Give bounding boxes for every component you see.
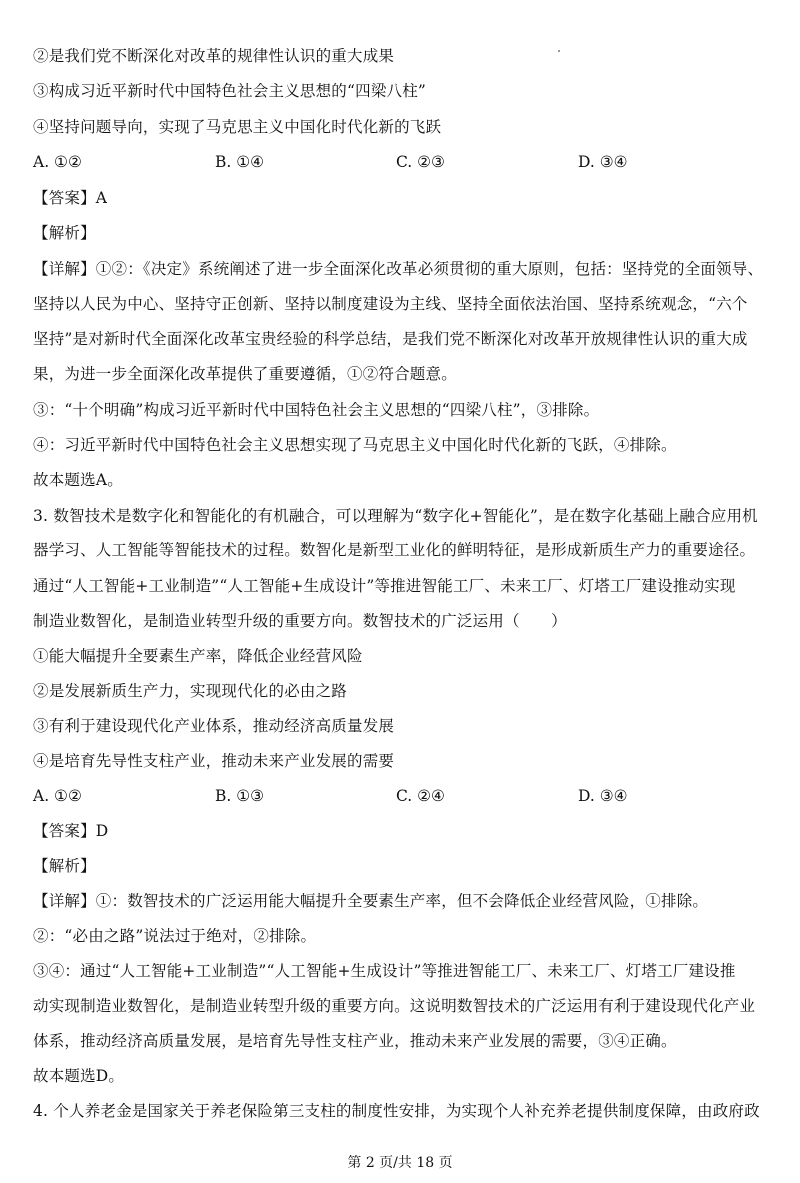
q3-option-b: B. ①③ [215,787,265,805]
q3-stem-line: 器学习、人工智能等智能技术的过程。数智化是新型工业化的鲜明特征，是形成新质生产力的重要途径。 [33,541,756,559]
q2-item-2: ②是我们党不断深化对改革的规律性认识的重大成果 [33,47,395,65]
q2-item-4: ④坚持问题导向，实现了马克思主义中国化时代化新的飞跃 [33,118,442,136]
q3-detail-line: ②：“必由之路”说法过于绝对，②排除。 [33,927,317,945]
q2-option-c: C. ②③ [396,153,445,171]
page-number-footer: 第 2 页/共 18 页 [347,1155,453,1171]
q2-option-d: D. ③④ [578,153,628,171]
q2-options [33,152,773,172]
q3-analysis-label: 【解析】 [33,857,96,875]
q3-options [33,786,773,806]
q2-option-a: A. ①② [33,153,82,171]
q3-detail-line: ③④：通过“人工智能+工业制造”“人工智能+生成设计”等推进智能工厂、未来工厂、灯塔工厂建设推 [33,962,736,980]
q4-stem-line: 4. 个人养老金是国家关于养老保险第三支柱的制度性安排，为实现个人补充养老提供制度保障，由政府政 [33,1102,760,1120]
q2-analysis-label: 【解析】 [33,224,96,242]
q2-answer: 【答案】A [33,189,108,207]
q3-item-4: ④是培育先导性支柱产业，推动未来产业发展的需要 [33,752,395,770]
q3-item-1: ①能大幅提升全要素生产率，降低企业经营风险 [33,647,363,665]
q3-stem-line: 3. 数智技术是数字化和智能化的有机融合，可以理解为“数字化+智能化”，是在数字化基础上融合应用机 [33,507,758,525]
q2-conclusion: 故本题选A。 [33,471,123,489]
q3-stem-line: 制造业数智化，是制造业转型升级的重要方向。数智技术的广泛运用（ ） [33,612,567,630]
q3-detail-line: 动实现制造业数智化，是制造业转型升级的重要方向。这说明数智技术的广泛运用有利于建设现代化产业 [33,997,756,1015]
q3-item-3: ③有利于建设现代化产业体系，推动经济高质量发展 [33,717,395,735]
q3-option-c: C. ②④ [396,787,445,805]
q2-detail-line: 【详解】①②：《决定》系统阐述了进一步全面深化改革必须贯彻的重大原则，包括：坚持党的全面领导、 [33,260,764,278]
q2-detail-line: ④：习近平新时代中国特色社会主义思想实现了马克思主义中国化时代化新的飞跃，④排除。 [33,436,677,454]
q2-item-3: ③构成习近平新时代中国特色社会主义思想的“四梁八柱” [33,82,427,100]
q3-conclusion: 故本题选D。 [33,1067,125,1085]
q3-option-a: A. ①② [33,787,82,805]
q3-answer: 【答案】D [33,822,109,840]
q2-detail-line: 坚持”是对新时代全面深化改革宝贵经验的科学总结，是我们党不断深化对改革开放规律性认识的重大成 [33,330,748,348]
q2-detail-line: 果，为进一步全面深化改革提供了重要遵循，①②符合题意。 [33,365,457,383]
q2-option-b: B. ①④ [215,153,265,171]
q3-detail-line: 体系，推动经济高质量发展，是培育先导性支柱产业，推动未来产业发展的需要，③④正确。 [33,1032,677,1050]
q3-detail-line: 【详解】①：数智技术的广泛运用能大幅提升全要素生产率，但不会降低企业经营风险，①排除。 [33,892,709,910]
q3-item-2: ②是发展新质生产力，实现现代化的必由之路 [33,682,348,700]
q2-detail-line: 坚持以人民为中心、坚持守正创新、坚持以制度建设为主线、坚持全面依法治国、坚持系统观念，“六个 [33,295,748,313]
q2-detail-line: ③：“十个明确”构成习近平新时代中国特色社会主义思想的“四梁八柱”，③排除。 [33,401,600,419]
q3-stem-line: 通过“人工智能+工业制造”“人工智能+生成设计”等推进智能工厂、未来工厂、灯塔工厂建设推动实现 [33,577,736,595]
q3-option-d: D. ③④ [578,787,628,805]
